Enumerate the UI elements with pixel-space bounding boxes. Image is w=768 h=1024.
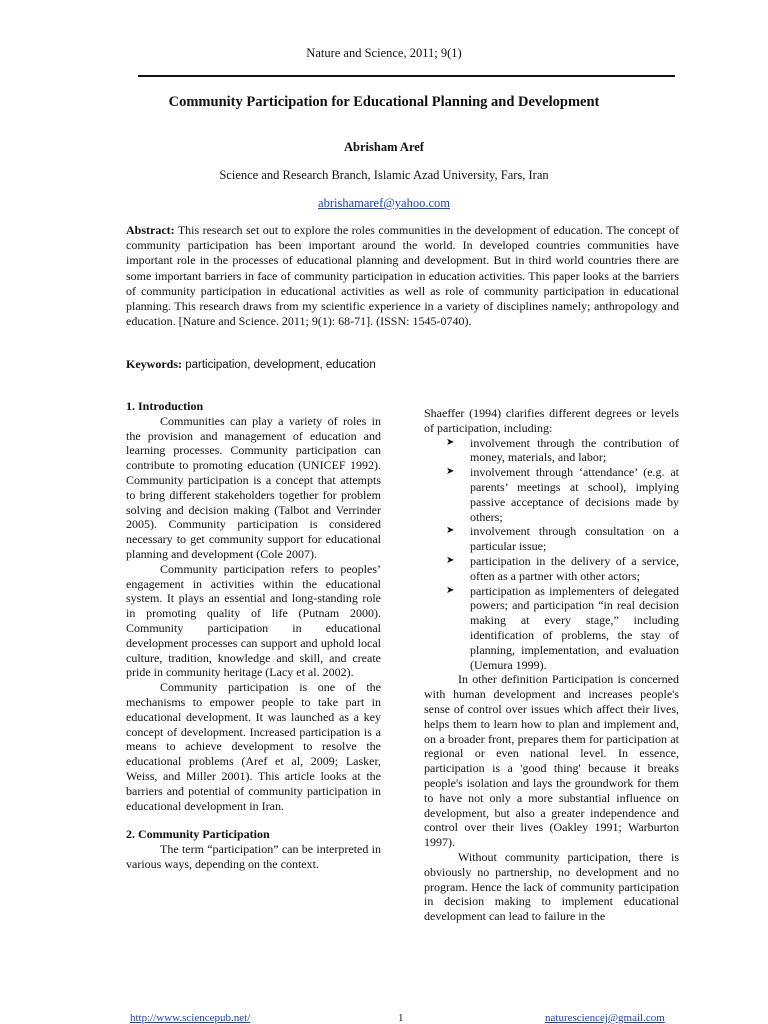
paragraph: Without community participation, there is obviously no partnership, no development and no program. Hence the lack of community participation in decision making to implement educational development can lead to failure in the	[424, 849, 679, 924]
page-number: 1	[398, 1012, 404, 1024]
section-heading-community-participation: 2. Community Participation	[126, 827, 270, 842]
left-column	[126, 399, 381, 872]
paragraph: Community participation is one of the mechanisms to empower people to take part in educational development. It was launched as a key concept of development. Increased participation is a means to achieve development to resolve the educational problems (Aref et al, 2009; Lasker, Weiss, and Miller 2001). This article looks at the barriers and potential of community participation in educational development in Iran.	[126, 680, 381, 813]
arrowhead-bullet-icon: ➤	[446, 436, 455, 448]
paper-title: Community Participation for Educational Planning and Development	[168, 94, 600, 110]
list-item: ➤ participation in the delivery of a service, often as a partner with other actors;	[446, 553, 679, 583]
paragraph: In other definition Participation is concerned with human development and increases people's sense of control over issues which affect their lives, helps them to learn how to plan and implement and, on a broader front, prepares them for participation at regional or even national level. In essence, participation is a 'good thing' because it breaks people's isolation and lays the groundwork for them to have not only a more substantial influence on development, but also a greater independence and control over their lives (Oakley 1991; Warburton 1997).	[424, 672, 679, 850]
abstract	[126, 223, 679, 329]
arrowhead-bullet-icon: ➤	[446, 554, 455, 566]
arrowhead-bullet-icon: ➤	[446, 466, 455, 478]
list-item: ➤ involvement through consultation on a particular issue;	[446, 524, 679, 554]
keywords-text: participation, development, education	[182, 359, 376, 371]
footer-email-link[interactable]: naturesciencej@gmail.com	[545, 1012, 665, 1024]
list-item: ➤ involvement through the contribution of money, materials, and labor;	[446, 435, 679, 465]
right-column	[424, 406, 679, 924]
paragraph: Shaeffer (1994) clarifies different degrees or levels of participation, including:	[424, 406, 679, 435]
author-email	[0, 196, 768, 211]
journal-header: Nature and Science, 2011; 9(1)	[306, 46, 462, 60]
keywords	[126, 357, 679, 372]
footer-website-link[interactable]: http://www.sciencepub.net/	[130, 1012, 251, 1024]
paragraph: The term “participation” can be interpreted in various ways, depending on the context.	[126, 842, 381, 871]
author-affiliation: Science and Research Branch, Islamic Azad University, Fars, Iran	[219, 168, 549, 182]
author-name: Abrisham Aref	[344, 140, 424, 154]
abstract-label: Abstract:	[126, 223, 175, 237]
paragraph: Communities can play a variety of roles in the provision and management of education and learning processes. Community participation can contribute to promoting education (UNICEF 1992). Community participation is a concept that attempts to bring different stakeholders together for problem solving and decision making (Talbot and Verrinder 2005). Community participation is considered necessary to get community support for educational planning and development (Cole 2007).	[126, 413, 381, 561]
author-email-link[interactable]: abrishamaref@yahoo.com	[318, 196, 450, 210]
arrowhead-bullet-icon: ➤	[446, 584, 455, 596]
arrowhead-bullet-icon: ➤	[446, 525, 455, 537]
list-item: ➤ participation as implementers of delegated powers; and participation “in real decision making at every stage,” including identification of problems, the stay of planning, implementation, and evaluation (Uemura 1999).	[446, 583, 679, 672]
abstract-text: This research set out to explore the roles communities in the development of education. The concept of community participation has been important around the world. In developed countries communities have important role in the processes of educational planning and development. But in third world countries there are some important barriers in face of community participation in education activities. This paper looks at the barriers of community participation in educational activities as well as role of community participation in educational planning. This research draws from my scientific experience in a variety of disciplines namely; anthropology and education. [Nature and Science. 2011; 9(1): 68-71]. (ISSN: 1545-0740).	[126, 223, 679, 329]
page-footer	[0, 1004, 768, 1024]
participation-levels-list	[424, 436, 679, 673]
header-rule	[138, 75, 675, 77]
keywords-label: Keywords:	[126, 357, 182, 371]
section-heading-introduction: 1. Introduction	[126, 399, 204, 413]
list-item: ➤ involvement through ‘attendance’ (e.g. at parents’ meetings at school), implying passive acceptance of decisions made by others;	[446, 465, 679, 524]
paragraph: Community participation refers to peoples’ engagement in activities within the educational system. It plays an essential and long-standing role in promoting quality of life (Putnam 2000). Community participation in educational development processes can support and uphold local culture, tradition, knowledge and skill, and create pride in community heritage (Lacy et al. 2002).	[126, 561, 381, 680]
